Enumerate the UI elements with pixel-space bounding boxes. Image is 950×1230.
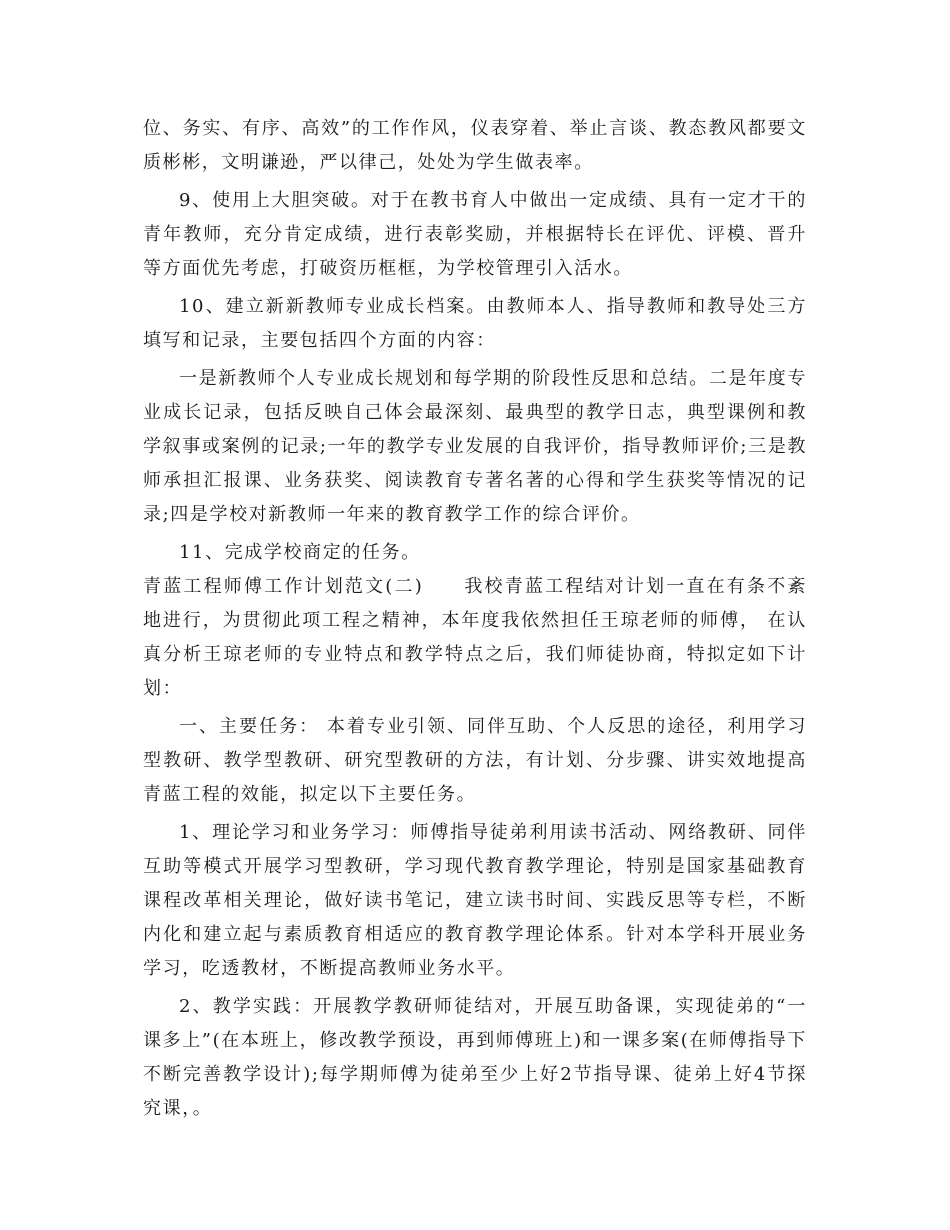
paragraph-main-tasks: 一、主要任务： 本着专业引领、同伴互助、个人反思的途径，利用学习型教研、教学型教研、研究型教研的方法，有计划、分步骤、讲实效地提高青蓝工程的效能，拟定以下主要任务。: [143, 716, 807, 805]
paragraph-work-style: 位、务实、有序、高效”的工作作风，仪表穿着、举止言谈、教态教风都要文质彬彬，文明谦逊，严以律己，处处为学生做表率。: [143, 118, 807, 173]
paragraph-teaching-practice: 2、教学实践：开展教学教研师徒结对，开展互助备课，实现徒弟的“一课多上”(在本班上，修改教学预设，再到师傅班上)和一课多案(在师傅指导下不断完善教学设计);每学期师傅为徒弟至少上好2节指导课、徒弟上好4节探究课，。: [143, 996, 807, 1119]
document-body: [143, 112, 807, 1126]
paragraph-archive-contents: 一是新教师个人专业成长规划和每学期的阶段性反思和总结。二是年度专业成长记录，包括反映自己体会最深刻、最典型的教学日志，典型课例和教学叙事或案例的记录;一年的教学专业发展的自我评价，指导教师评价;三是教师承担汇报课、业务获奖、阅读教育专著名著的心得和学生获奖等情况的记录;四是学校对新教师一年来的教育教学工作的综合评价。: [143, 368, 808, 525]
paragraph-item-11: 11、完成学校商定的任务。: [179, 542, 421, 563]
paragraph-item-9: 9、使用上大胆突破。对于在教书育人中做出一定成绩、具有一定才干的青年教师，充分肯定成绩，进行表彰奖励，并根据特长在评优、评模、晋升等方面优先考虑，打破资历框框，为学校管理引入活水。: [143, 190, 807, 279]
paragraph-theory-study: 1、理论学习和业务学习：师傅指导徒弟利用读书活动、网络教研、同伴互助等模式开展学习型教研，学习现代教育教学理论，特别是国家基础教育课程改革相关理论，做好读书笔记，建立读书时间、实践反思等专栏，不断内化和建立起与素质教育相适应的教育教学理论体系。针对本学科开展业务学习，吃透教材，不断提高教师业务水平。: [143, 822, 807, 979]
paragraph-item-10: 10、建立新新教师专业成长档案。由教师本人、指导教师和教导处三方填写和记录，主要包括四个方面的内容：: [143, 296, 807, 351]
paragraph-section-title-plan-2: 青蓝工程师傅工作计划范文(二) 我校青蓝工程结对计划一直在有条不紊地进行，为贯彻此项工程之精神，本年度我依然担任王琼老师的师傅， 在认真分析王琼老师的专业特点和教学特点之后，我们师徒协商，特拟定如下计划：: [143, 576, 807, 699]
